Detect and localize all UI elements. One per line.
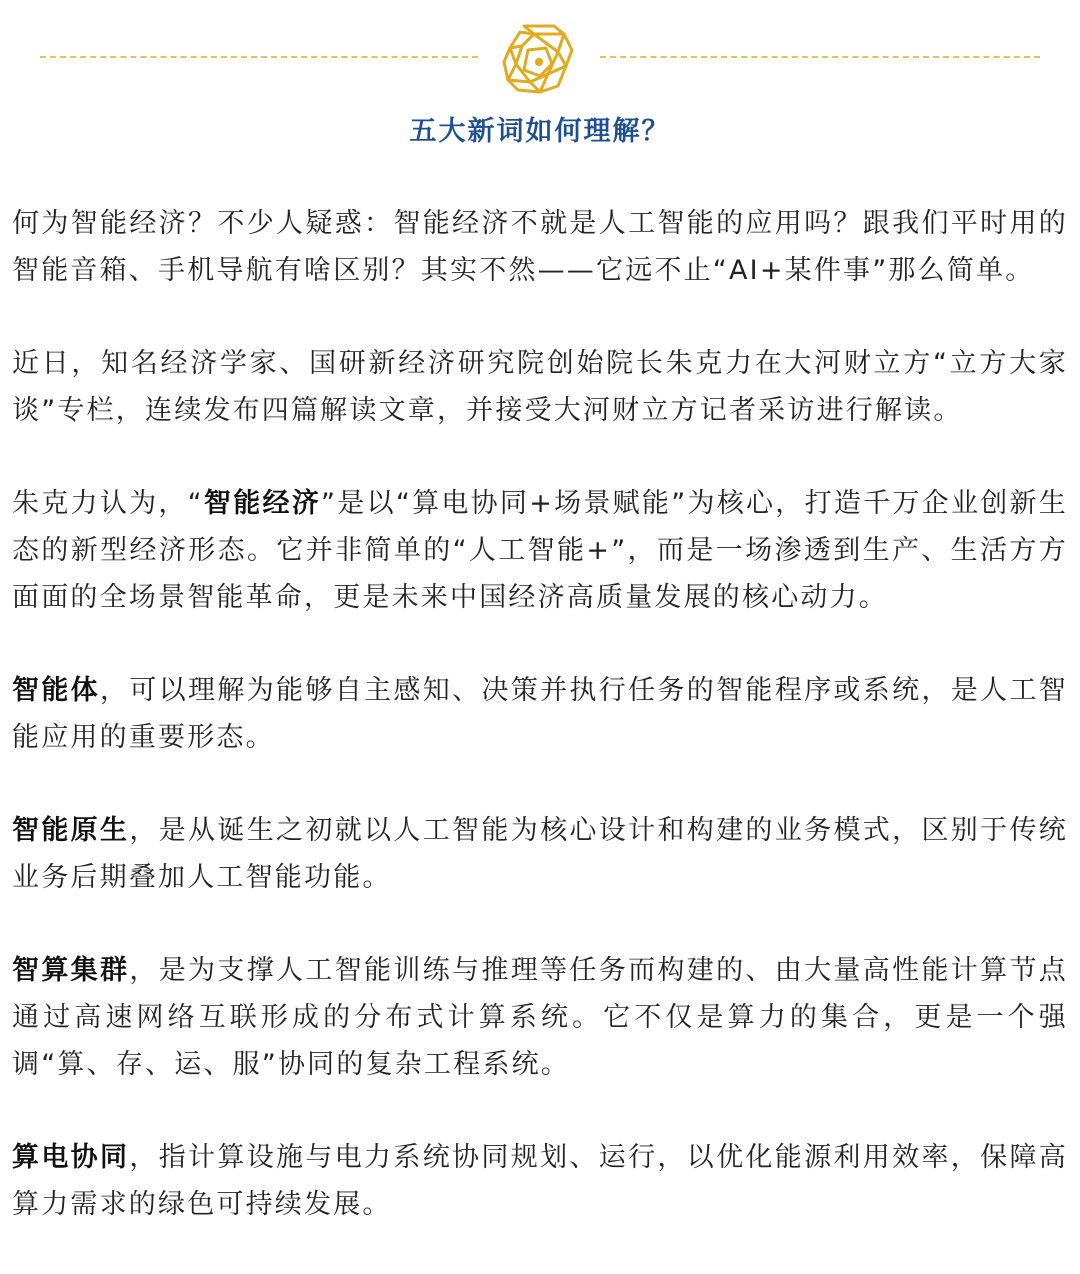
paragraph-intelligent-economy [12,480,1068,621]
definition-text: ，可以理解为能够自主感知、决策并执行任务的智能程序或系统，是人工智能应用的重要形态。 [12,675,1068,753]
definition-text: ，是从诞生之初就以人工智能为核心设计和构建的业务模式，区别于传统业务后期叠加人工智能功能。 [12,815,1068,893]
paragraph-text-after: ”是以“算电协同+场景赋能”为核心，打造千万企业创新生态的新型经济形态。它并非简单的“人工智能+”，而是一场渗透到生产、生活方方面面的全场景智能革命，更是未来中国经济高质量发展的核心动力。 [12,488,1068,613]
hexagon-chain-emblem-icon [500,20,578,98]
definition-text: ，是为支撑人工智能训练与推理等任务而构建的、由大量高性能计算节点通过高速网络互联形成的分布式计算系统。它不仅是算力的集合，更是一个强调“算、存、运、服”协同的复杂工程系统。 [12,955,1068,1080]
paragraph-compute-power-synergy [12,1134,1068,1228]
term-agent: 智能体 [12,675,101,706]
term-ai-native: 智能原生 [12,815,130,846]
dashed-divider-left [40,56,478,58]
paragraph-ai-native [12,807,1068,901]
term-intelligent-economy: 智能经济 [203,488,322,519]
dashed-divider-right [600,56,1040,58]
paragraph-source: 近日，知名经济学家、国研新经济研究院创始院长朱克力在大河财立方“立方大家谈”专栏，连续发布四篇解读文章，并接受大河财立方记者采访进行解读。 [12,348,1068,426]
section-title: 五大新词如何理解？ [409,116,671,147]
paragraph-agent [12,667,1068,761]
paragraph-intro: 何为智能经济？不少人疑惑：智能经济不就是人工智能的应用吗？跟我们平时用的智能音箱、手机导航有啥区别？其实不然——它远不止“AI+某件事”那么简单。 [12,208,1068,286]
term-compute-power-synergy: 算电协同 [12,1142,130,1173]
definition-text: ，指计算设施与电力系统协同规划、运行，以优化能源利用效率，保障高算力需求的绿色可持续发展。 [12,1142,1068,1220]
paragraph-compute-cluster [12,947,1068,1088]
section-header [0,0,1080,160]
term-compute-cluster: 智算集群 [12,955,130,986]
article-body [12,200,1068,1274]
paragraph-text-before: 朱克力认为，“ [12,488,204,519]
